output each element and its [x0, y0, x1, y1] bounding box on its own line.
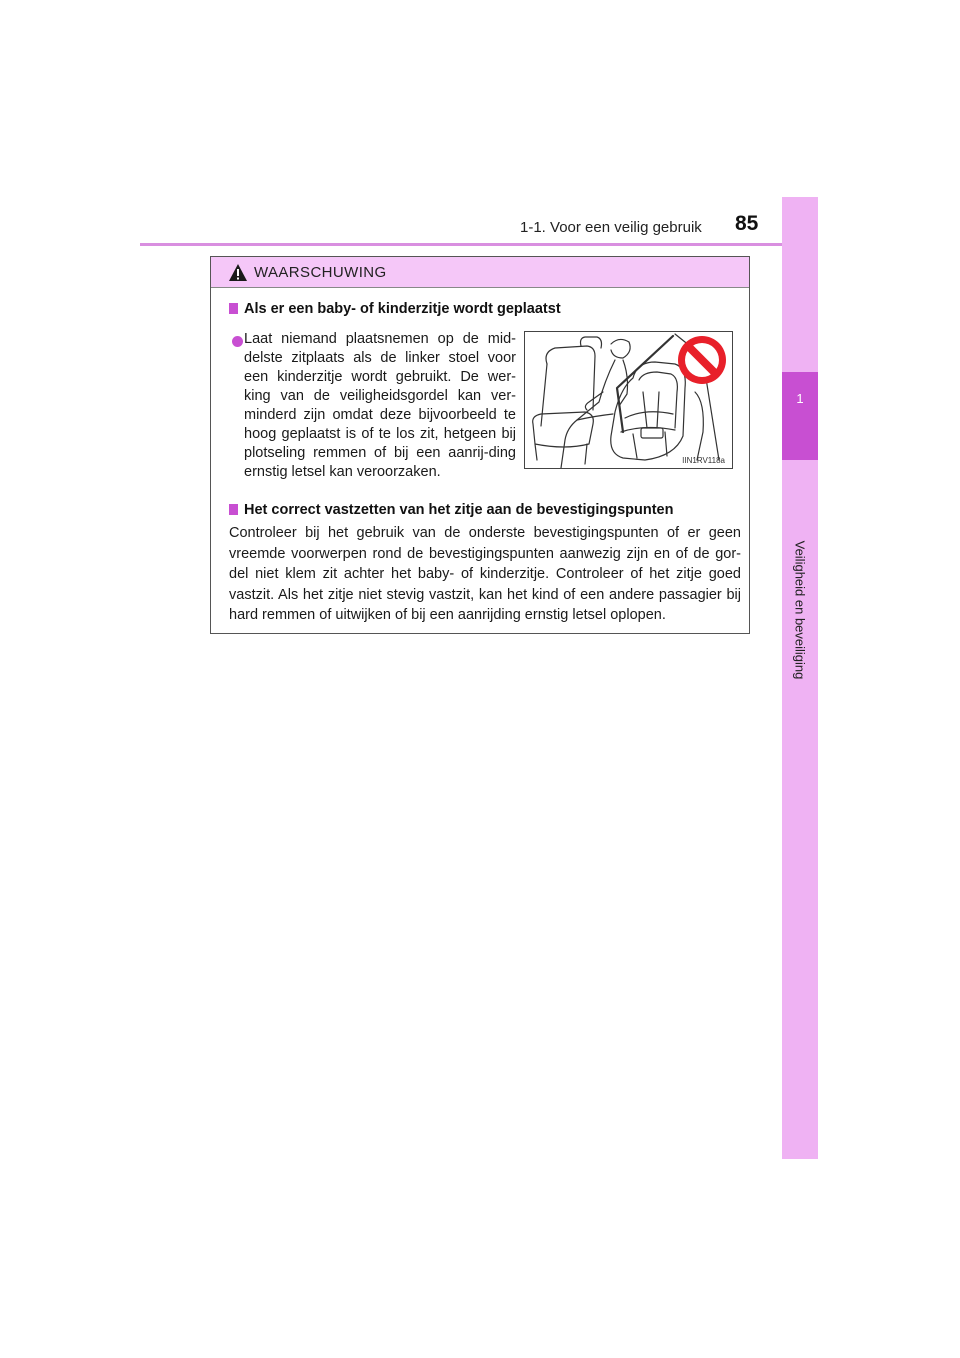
image-code: IIN1RV118a	[682, 456, 725, 465]
chapter-number: 1	[796, 391, 804, 406]
heading-anchor-points	[229, 502, 673, 518]
warning-triangle-icon	[228, 263, 248, 282]
warning-box	[210, 256, 750, 634]
child-seat-illustration	[524, 331, 733, 469]
bullet-middle-seat: Laat niemand plaatsnemen op de mid-delste zitplaats als de linker stoel voor een kinderzitje wordt gebruikt. De wer-king van de veiligheidsgordel kan ver-minderd zijn omdat deze bijvoorbeeld te hoog geplaatst is of te los zit, hetgeen bij plotseling remmen of bij een aanrij-ding ernstig letsel kan veroorzaken.	[244, 331, 516, 480]
warning-label: WAARSCHUWING	[254, 264, 387, 281]
heading-anchor-points-text: Het correct vastzetten van het zitje aan de bevestigingspunten	[244, 502, 674, 518]
header-rule	[140, 243, 818, 246]
heading-child-seat-text: Als er een baby- of kinderzitje wordt geplaatst	[244, 301, 561, 317]
square-bullet-icon	[229, 504, 238, 515]
chapter-title: Veiligheid en beveiliging	[792, 540, 808, 680]
child-seat-drawing	[525, 332, 733, 469]
page-number: 85	[735, 212, 759, 235]
chapter-tab-marker	[782, 372, 818, 460]
prohibition-icon	[678, 336, 726, 384]
section-title: 1-1. Voor een veilig gebruik	[520, 219, 702, 236]
square-bullet-icon	[229, 303, 238, 314]
warning-header	[211, 257, 749, 288]
heading-child-seat	[229, 301, 561, 317]
paragraph-anchor-points: Controleer bij het gebruik van de onderste bevestigingspunten of er geen vreemde voorwerpen rond de bevestigingspunten aanwezig zijn en of de gor-del niet klem zit achter het baby- of kinderzitje. Controleer of het zitje goed vastzit. Als het zitje niet stevig vastzit, kan het kind of een andere passagier bij hard remmen of uitwijken of bij een aanrijding ernstig letsel oplopen.	[229, 525, 741, 623]
round-bullet-icon	[232, 336, 243, 347]
